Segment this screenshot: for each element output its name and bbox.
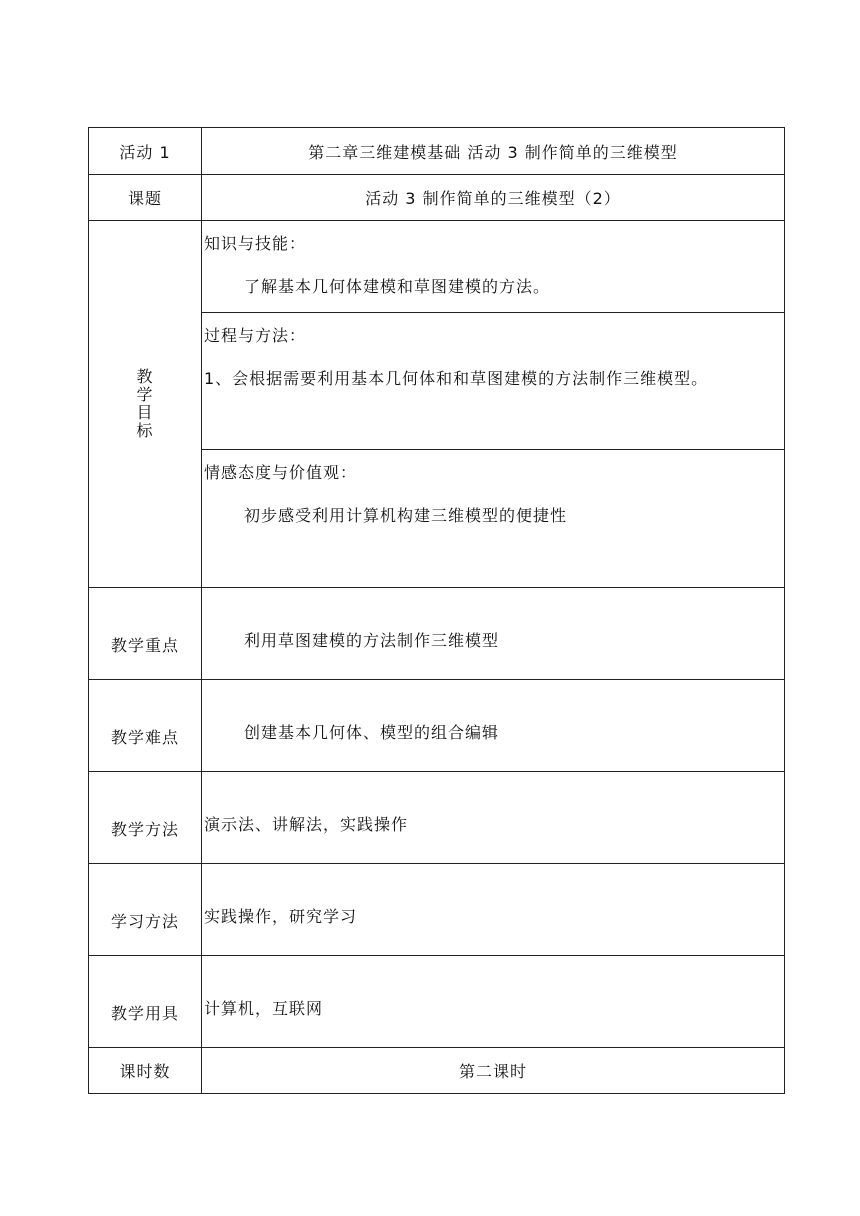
- key-point-label: 教学重点: [89, 588, 202, 680]
- teaching-method-label: 教学方法: [89, 772, 202, 864]
- teaching-method-value: 演示法、讲解法，实践操作: [204, 815, 409, 834]
- key-point-row: [89, 588, 785, 680]
- knowledge-section: [202, 221, 784, 313]
- difficulty-row: [89, 680, 785, 772]
- key-point-value: 利用草图建模的方法制作三维模型: [244, 631, 500, 650]
- learning-method-row: [89, 864, 785, 956]
- knowledge-text: 了解基本几何体建模和草图建模的方法。: [244, 277, 551, 296]
- periods-label: 课时数: [89, 1048, 202, 1094]
- tools-value: 计算机，互联网: [204, 999, 324, 1018]
- objectives-content: [202, 221, 785, 588]
- teaching-method-cell: [202, 772, 785, 864]
- emotion-heading: 情感态度与价值观：: [204, 463, 358, 482]
- lesson-plan-table: [88, 127, 785, 1094]
- emotion-text: 初步感受利用计算机构建三维模型的便捷性: [244, 506, 568, 525]
- tools-row: [89, 956, 785, 1048]
- learning-method-cell: [202, 864, 785, 956]
- difficulty-label: 教学难点: [89, 680, 202, 772]
- topic-value: 活动 3 制作简单的三维模型（2）: [202, 175, 785, 221]
- knowledge-heading: 知识与技能：: [204, 234, 307, 253]
- process-heading: 过程与方法：: [204, 326, 307, 345]
- objectives-label-char: 标: [136, 421, 154, 440]
- periods-row: [89, 1048, 785, 1094]
- objectives-row: [89, 221, 785, 588]
- activity-label: 活动 1: [89, 128, 202, 175]
- learning-method-value: 实践操作，研究学习: [204, 907, 358, 926]
- tools-label: 教学用具: [89, 956, 202, 1048]
- objectives-label: [89, 221, 202, 588]
- objectives-label-char: 教: [136, 367, 154, 386]
- difficulty-value: 创建基本几何体、模型的组合编辑: [244, 723, 500, 742]
- tools-cell: [202, 956, 785, 1048]
- emotion-section: [202, 450, 784, 587]
- activity-value: 第二章三维建模基础 活动 3 制作简单的三维模型: [202, 128, 785, 175]
- process-section: [202, 313, 784, 450]
- objectives-label-char: 学: [136, 385, 154, 404]
- periods-value: 第二课时: [202, 1048, 785, 1094]
- objectives-label-char: 目: [136, 403, 154, 422]
- process-text: 1、会根据需要利用基本几何体和和草图建模的方法制作三维模型。: [204, 369, 709, 388]
- topic-row: [89, 175, 785, 221]
- difficulty-cell: [202, 680, 785, 772]
- teaching-method-row: [89, 772, 785, 864]
- learning-method-label: 学习方法: [89, 864, 202, 956]
- topic-label: 课题: [89, 175, 202, 221]
- key-point-cell: [202, 588, 785, 680]
- activity-row: [89, 128, 785, 175]
